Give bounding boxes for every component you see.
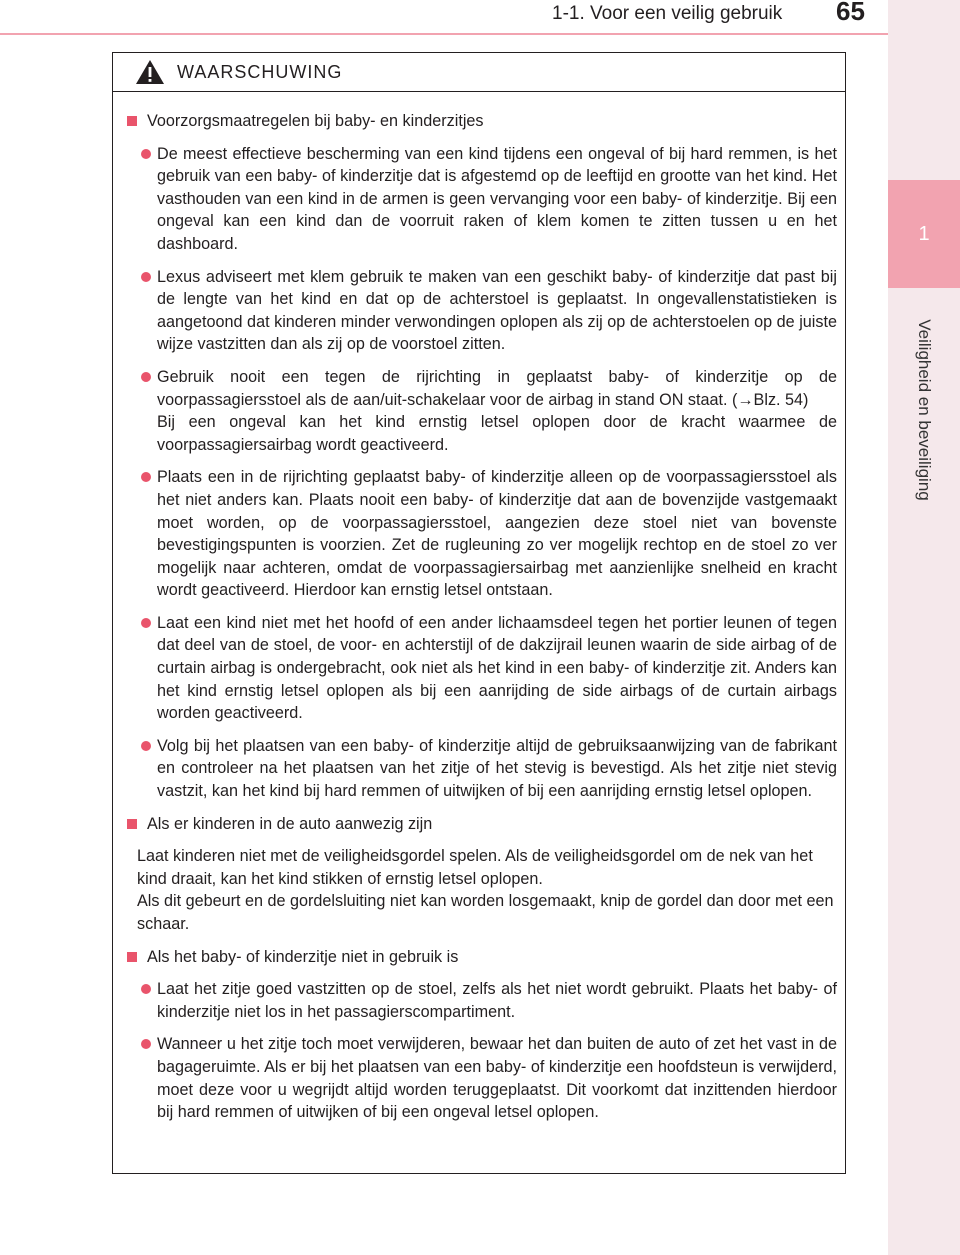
round-bullet-icon [141,741,151,751]
section-heading-children-in-car: Als er kinderen in de auto aanwezig zijn [127,813,837,836]
chapter-number-tab: 1 [888,180,960,288]
list-item: Gebruik nooit een tegen de rijrichting in geplaatst baby- of kinderzitje op de voorpassagiersstoel als de aan/uit-schakelaar voor de airbag in stand ON staat. (→Blz. 54) Bij een ongeval kan het kind ernstig letsel oplopen door de kracht waarmee de voorpassagiersairbag wordt geactiveerd. [127,366,837,456]
round-bullet-icon [141,618,151,628]
list-item: Wanneer u het zitje toch moet verwijderen, bewaar het dan buiten de auto of zet het vast in de bagageruimte. Als er bij het plaatsen van een baby- of kinderzitje een hoofdsteun is verwijderd, moet deze voor u wegrijdt altijd worden teruggeplaatst. Dit voorkomt dat inzittenden hierdoor bij hard remmen of uitwijken of bij een ongeval letsel oplopen. [127,1033,837,1123]
warning-title: WAARSCHUWING [177,61,343,82]
list-item: Laat een kind niet met het hoofd of een ander lichaamsdeel tegen het portier leunen of tegen dat deel van de stoel, de voor- en achterstijl of de dakzijrail leunen waarin de side airbag of de curtain airbag is ondergebracht, ook niet als het kind in een baby- of kinderzitje zit. Anders kan het kind ernstig letsel oplopen als bij een aanrijding de side airbags of de curtain airbags worden geactiveerd. [127,612,837,725]
page-number: 65 [836,0,865,26]
list-item: De meest effectieve bescherming van een kind tijdens een ongeval of bij hard remmen, is het gebruik van een baby- of kinderzitje dat is afgestemd op de leeftijd en grootte van het kind. Het vasthouden van een kind in de armen is geen vervanging voor een baby- of kinderzitje. Bij een ongeval kan een kind dan de voorruit raken of klem komen te zitten tussen u en het dashboard. [127,143,837,256]
paragraph: Laat kinderen niet met de veiligheidsgordel spelen. Als de veiligheidsgordel om de nek van het kind draait, kan het kind stikken of ernstig letsel oplopen. Als dit gebeurt en de gordelsluiting niet kan worden losgemaakt, knip de gordel dan door met een schaar. [137,847,834,933]
round-bullet-icon [141,984,151,994]
round-bullet-icon [141,149,151,159]
round-bullet-icon [141,1039,151,1049]
list-item: Plaats een in de rijrichting geplaatst baby- of kinderzitje alleen op de voorpassagiersstoel als het niet anders kan. Plaats nooit een baby- of kinderzitje dat aan de bovenzijde vastgemaakt moet worden, op de voorpassagiersstoel, aangezien deze stoel niet van bovenste bevestigingspunten is voorzien. Zet de rugleuning zo ver mogelijk rechtop en de stoel zo ver mogelijk naar achteren, omdat de voorpassagiersairbag met aanzienlijke snelheid en kracht wordt geactiveerd. Hierdoor kan ernstig letsel ontstaan. [127,466,837,602]
section-heading-seat-not-in-use: Als het baby- of kinderzitje niet in gebruik is [127,946,837,969]
warning-header [113,53,845,92]
header-rule [0,33,888,35]
section-heading-childseat-precautions: Voorzorgsmaatregelen bij baby- en kinderzitjes [127,110,837,133]
square-bullet-icon [127,116,137,126]
list-item: Volg bij het plaatsen van een baby- of kinderzitje altijd de gebruiksaanwijzing van de fabrikant en controleer na het plaatsen van het zitje of het stevig is bevestigd. Als het zitje niet stevig vastzit, kan het kind bij hard remmen of uitwijken of bij een aanrijding ernstig letsel oplopen. [127,735,837,803]
list-item: Lexus adviseert met klem gebruik te maken van een geschikt baby- of kinderzitje dat past bij de lengte van het kind en dat op de achterstoel is geplaatst. In ongevallenstatistieken is aangetoond dat kinderen minder verwondingen oplopen als zij op de achterstoelen op de juiste wijze vastzitten dan als zij op de voorstoel zitten. [127,266,837,356]
warning-triangle-icon [135,59,165,85]
round-bullet-icon [141,472,151,482]
square-bullet-icon [127,819,137,829]
square-bullet-icon [127,952,137,962]
chapter-label: Veiligheid en beveiliging [915,319,934,501]
warning-content [113,92,845,1124]
list-item: Laat het zitje goed vastzitten op de stoel, zelfs als het niet wordt gebruikt. Plaats het baby- of kinderzitje niet los in het passagierscompartiment. [127,978,837,1023]
round-bullet-icon [141,372,151,382]
round-bullet-icon [141,272,151,282]
warning-box [112,52,846,1174]
section-title: 1-1. Voor een veilig gebruik [552,3,783,24]
